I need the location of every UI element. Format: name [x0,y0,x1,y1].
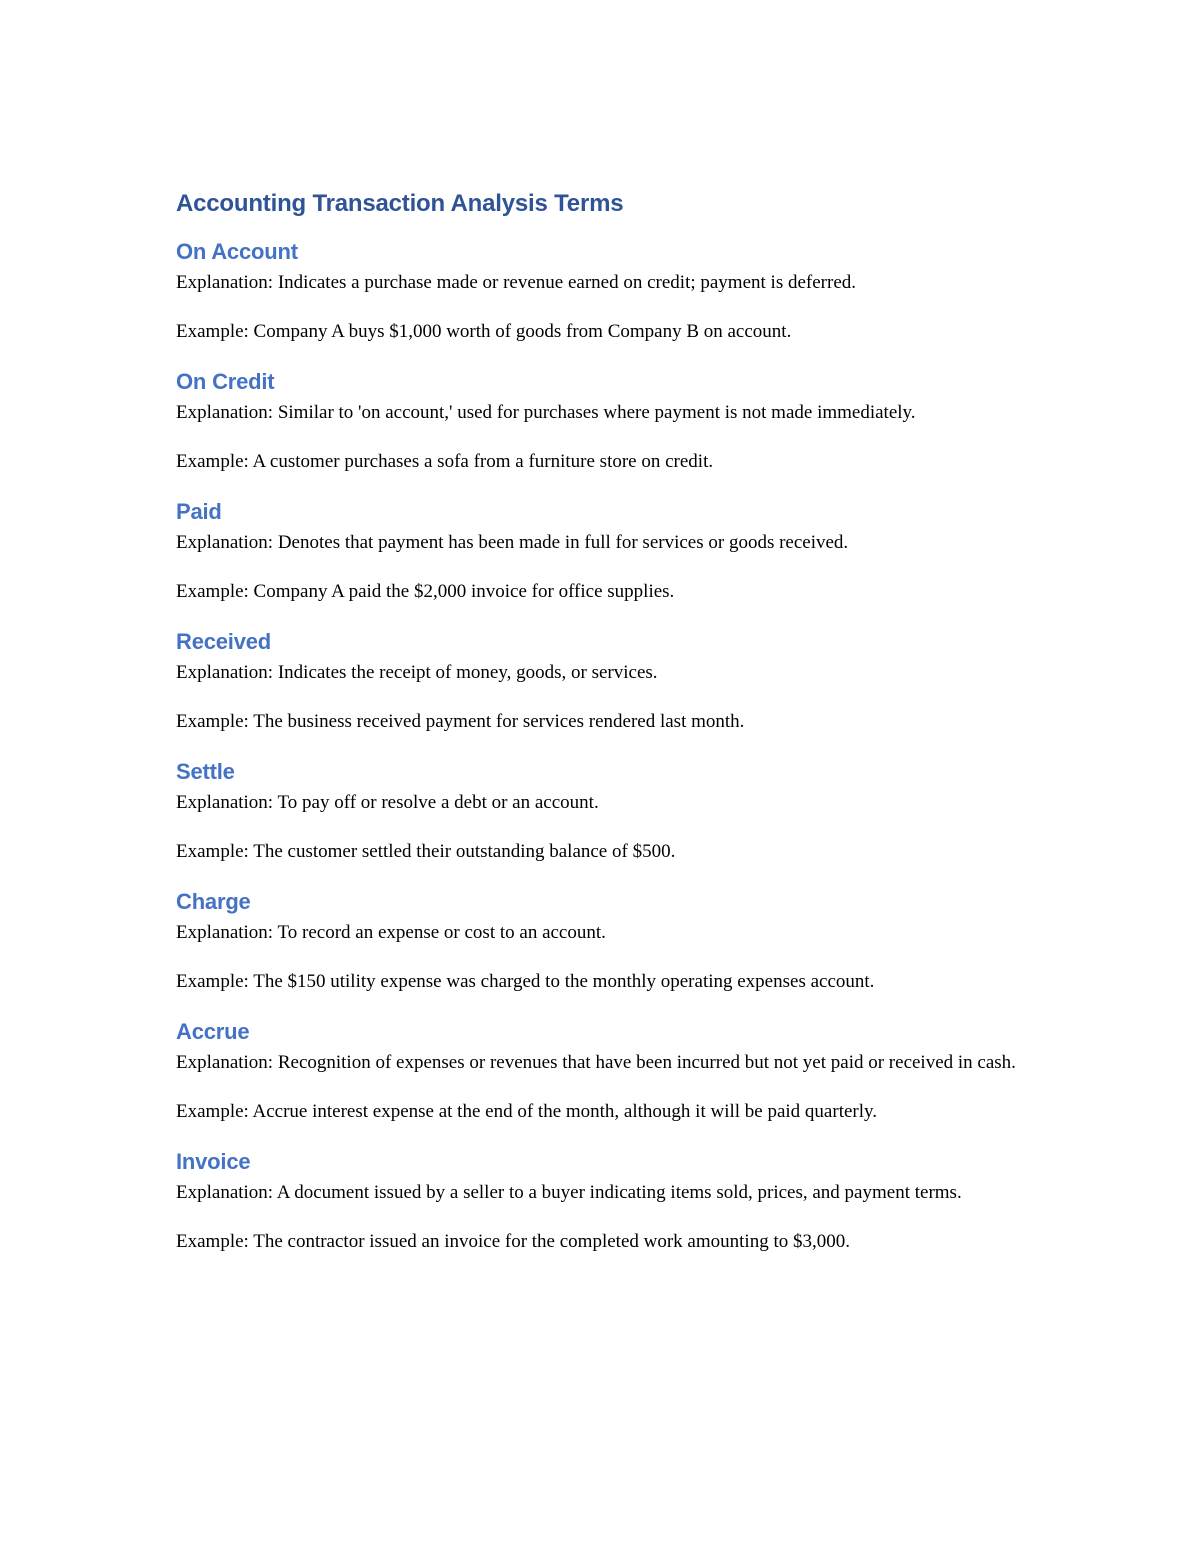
term-example: Example: Company A paid the $2,000 invoice for office supplies. [176,581,675,602]
term-explanation: Explanation: To record an expense or cost to an account. [176,922,606,943]
term-heading: On Credit [176,369,275,394]
term-example: Example: The business received payment for services rendered last month. [176,711,745,732]
term-heading: On Account [176,239,298,264]
term-paid [176,496,1036,606]
term-example: Example: A customer purchases a sofa from a furniture store on credit. [176,451,714,472]
term-received [176,626,1036,736]
term-invoice [176,1146,1036,1256]
term-heading: Invoice [176,1149,251,1174]
term-explanation: Explanation: To pay off or resolve a debt or an account. [176,792,599,813]
term-on-credit [176,366,1036,476]
term-example: Example: Accrue interest expense at the end of the month, although it will be paid quarterly. [176,1101,878,1122]
term-accrue [176,1016,1036,1126]
term-on-account [176,236,1036,346]
term-explanation: Explanation: Indicates a purchase made or revenue earned on credit; payment is deferred. [176,272,857,293]
term-explanation: Explanation: Indicates the receipt of money, goods, or services. [176,662,658,683]
term-example: Example: Company A buys $1,000 worth of goods from Company B on account. [176,321,792,342]
term-charge [176,886,1036,996]
term-explanation: Explanation: A document issued by a seller to a buyer indicating items sold, prices, and payment terms. [176,1182,962,1203]
term-example: Example: The $150 utility expense was charged to the monthly operating expenses account. [176,971,875,992]
term-explanation: Explanation: Recognition of expenses or revenues that have been incurred but not yet paid or received in cash. [176,1052,1016,1073]
term-heading: Accrue [176,1019,250,1044]
document-page [176,186,1036,1276]
term-heading: Settle [176,759,235,784]
term-heading: Charge [176,889,251,914]
term-heading: Received [176,629,272,654]
term-explanation: Explanation: Similar to 'on account,' used for purchases where payment is not made immediately. [176,402,916,423]
term-example: Example: The contractor issued an invoice for the completed work amounting to $3,000. [176,1231,850,1252]
term-explanation: Explanation: Denotes that payment has been made in full for services or goods received. [176,532,849,553]
term-settle [176,756,1036,866]
term-example: Example: The customer settled their outstanding balance of $500. [176,841,676,862]
term-heading: Paid [176,499,222,524]
document-title: Accounting Transaction Analysis Terms [176,190,624,217]
